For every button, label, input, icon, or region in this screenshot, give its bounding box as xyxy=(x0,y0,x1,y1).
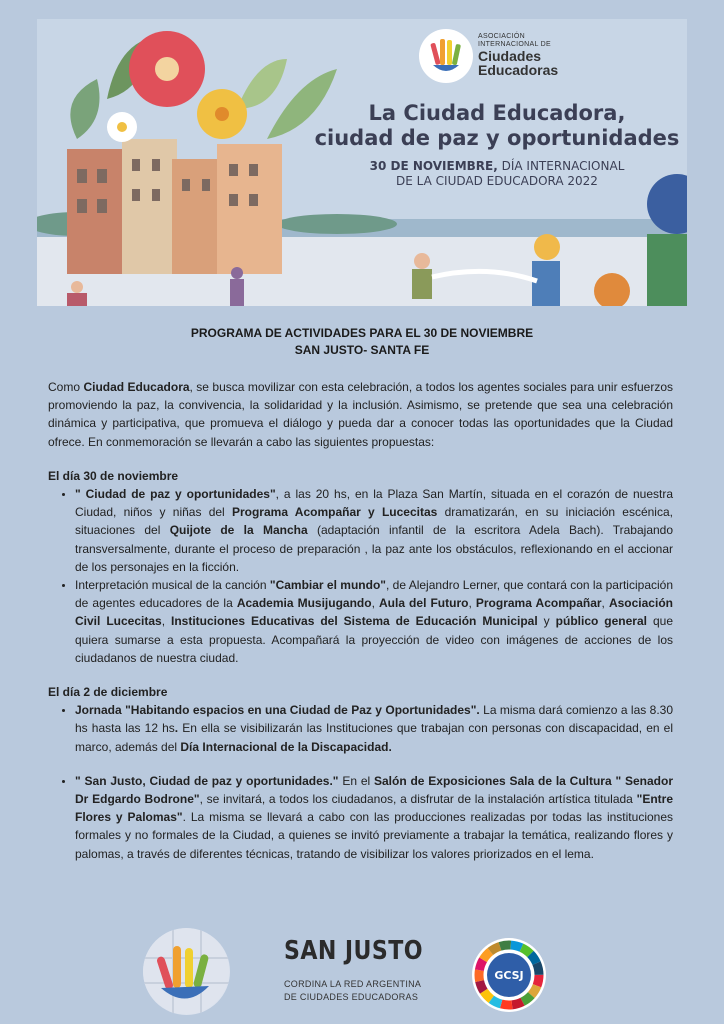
banner-headline xyxy=(312,101,682,189)
day2-item-1 xyxy=(75,701,673,756)
date-rest: DÍA INTERNACIONAL xyxy=(497,159,625,173)
t: " Ciudad de paz y oportunidades" xyxy=(75,487,276,502)
t: Programa Acompañar xyxy=(475,596,602,611)
t: "Cambiar el mundo" xyxy=(269,578,386,593)
event-banner xyxy=(37,19,687,306)
t: Día Internacional de la Discapacidad. xyxy=(180,739,392,754)
program-title xyxy=(0,325,724,359)
san-justo-title: SAN JUSTO xyxy=(284,936,423,966)
t: y xyxy=(537,614,556,629)
headline-line-1: La Ciudad Educadora, xyxy=(368,101,626,125)
aice-name xyxy=(478,33,678,77)
t: Aula del Futuro xyxy=(378,596,469,611)
t: , xyxy=(601,596,609,611)
t: , a las 20 hs, en la Plaza San Martín, situada en el corazón de nuestra Ciudad, niños y niñas del xyxy=(75,487,673,520)
t: Academia Musijugando xyxy=(236,596,372,611)
t: Programa Acompañar y Lucecitas xyxy=(231,505,438,520)
intro-paragraph xyxy=(48,378,673,451)
aice-logo xyxy=(419,29,473,83)
day1-list xyxy=(48,485,673,667)
san-justo-subtitle xyxy=(284,978,421,1004)
t: , xyxy=(161,614,172,629)
assoc-line-2: INTERNACIONAL DE xyxy=(478,41,551,48)
subtitle-line-2: DE CIUDADES EDUCADORAS xyxy=(284,992,419,1002)
intro-bold: Ciudad Educadora xyxy=(83,380,190,394)
t: " San Justo, Ciudad de paz y oportunidades." xyxy=(75,773,339,788)
hand-logo xyxy=(143,928,230,1015)
t: , xyxy=(468,596,476,611)
t: que quiera sumarse a esta propuesta. Acompañará la proyección de video con imágenes de acciones de los ciudadanos de nuestra ciudad. xyxy=(75,614,674,665)
t: dramatizarán, en su iniciación escénica, situaciones del xyxy=(75,505,673,538)
t: Asociación Civil Lucecitas xyxy=(75,596,673,629)
t: La misma dará comienzo a las 8.30 hs hasta las 12 hs xyxy=(75,703,673,736)
t: Jornada "Habitando espacios en una Ciudad de Paz y Oportunidades". xyxy=(75,703,480,718)
assoc-line-1: ASOCIACIÓN xyxy=(478,33,525,40)
sdg-wheel-icon xyxy=(472,938,546,1012)
t: público general xyxy=(555,614,647,629)
program-content xyxy=(48,378,673,863)
gcsj-logo xyxy=(472,938,546,1012)
t: En ella se visibilizarán las Instituciones que trabajan con personas con discapacidad, en el marco, además del xyxy=(75,721,673,754)
title-line-1: PROGRAMA DE ACTIVIDADES PARA EL 30 DE NOVIEMBRE xyxy=(190,326,534,340)
t: Instituciones Educativas del Sistema de Educación Municipal xyxy=(171,614,538,629)
t: Salón de Exposiciones Sala de la Cultura " Senador Dr Edgardo Bodrone" xyxy=(75,773,673,807)
gcsj-label: GCSJ xyxy=(494,969,524,982)
headline-date xyxy=(312,159,682,174)
t: "Entre Flores y Palomas" xyxy=(75,792,673,825)
intro-text-rest: , se busca movilizar con esta celebración, a todos los agentes sociales para unir esfuerzos promoviendo la paz, la convivencia, la solidaridad y la inclusión. Asimismo, se pretende que sea una celebración dinámica y participativa, que promueva el diálogo y pueda dar a conocer todas las oportunidades que la Ciudad ofrece. En conmemoración se llevarán a cabo las siguientes propuestas: xyxy=(48,380,674,449)
day2-list xyxy=(48,701,673,863)
t: , se invitará, a todos los ciudadanos, a disfrutar de la instalación artística titulada xyxy=(199,792,637,807)
date-bold: 30 DE NOVIEMBRE, xyxy=(369,159,498,173)
day1-item-1 xyxy=(75,485,673,576)
intro-text: Como xyxy=(48,380,84,394)
hand-logo-icon xyxy=(419,29,473,83)
hand-logo-icon xyxy=(143,928,230,1015)
subtitle-line-1: CORDINA LA RED ARGENTINA xyxy=(284,979,422,989)
t: En el xyxy=(338,773,374,788)
t: (adaptación infantil de la escritora Adela Bach). Trabajando transversalmente, durante el proceso de preparación , la paz ante los obstáculos, reflexionando en el accionar de los personajes en la ficción. xyxy=(75,523,674,574)
t: Quijote de la Mancha xyxy=(169,523,308,538)
t: , de Alejandro Lerner, que contará con la participación de agentes educadores de la xyxy=(75,578,674,611)
t: Interpretación musical de la canción xyxy=(75,578,270,593)
headline-line-2: ciudad de paz y oportunidades xyxy=(314,126,680,150)
day1-heading: El día 30 de noviembre xyxy=(48,468,179,483)
day2-heading: El día 2 de diciembre xyxy=(48,685,168,700)
assoc-line-4: Educadoras xyxy=(478,62,559,78)
headline-date-line-2: DE LA CIUDAD EDUCADORA 2022 xyxy=(396,174,598,188)
t: . xyxy=(174,721,179,736)
t: , xyxy=(371,596,379,611)
day2-item-2 xyxy=(75,772,673,863)
day1-item-2 xyxy=(75,576,673,667)
assoc-line-3: Ciudades xyxy=(478,48,542,64)
t: . La misma se llevará a cabo con las producciones realizadas por todas las instituciones formales y no formales de la Ciudad, a quienes se invitó previamente a trabajar la temática, realizando flores y palomas, a través de diferentes técnicas, tratando de visibilizar los valores priorizados en el lema. xyxy=(75,810,673,861)
title-line-2: SAN JUSTO- SANTA FE xyxy=(294,343,430,357)
